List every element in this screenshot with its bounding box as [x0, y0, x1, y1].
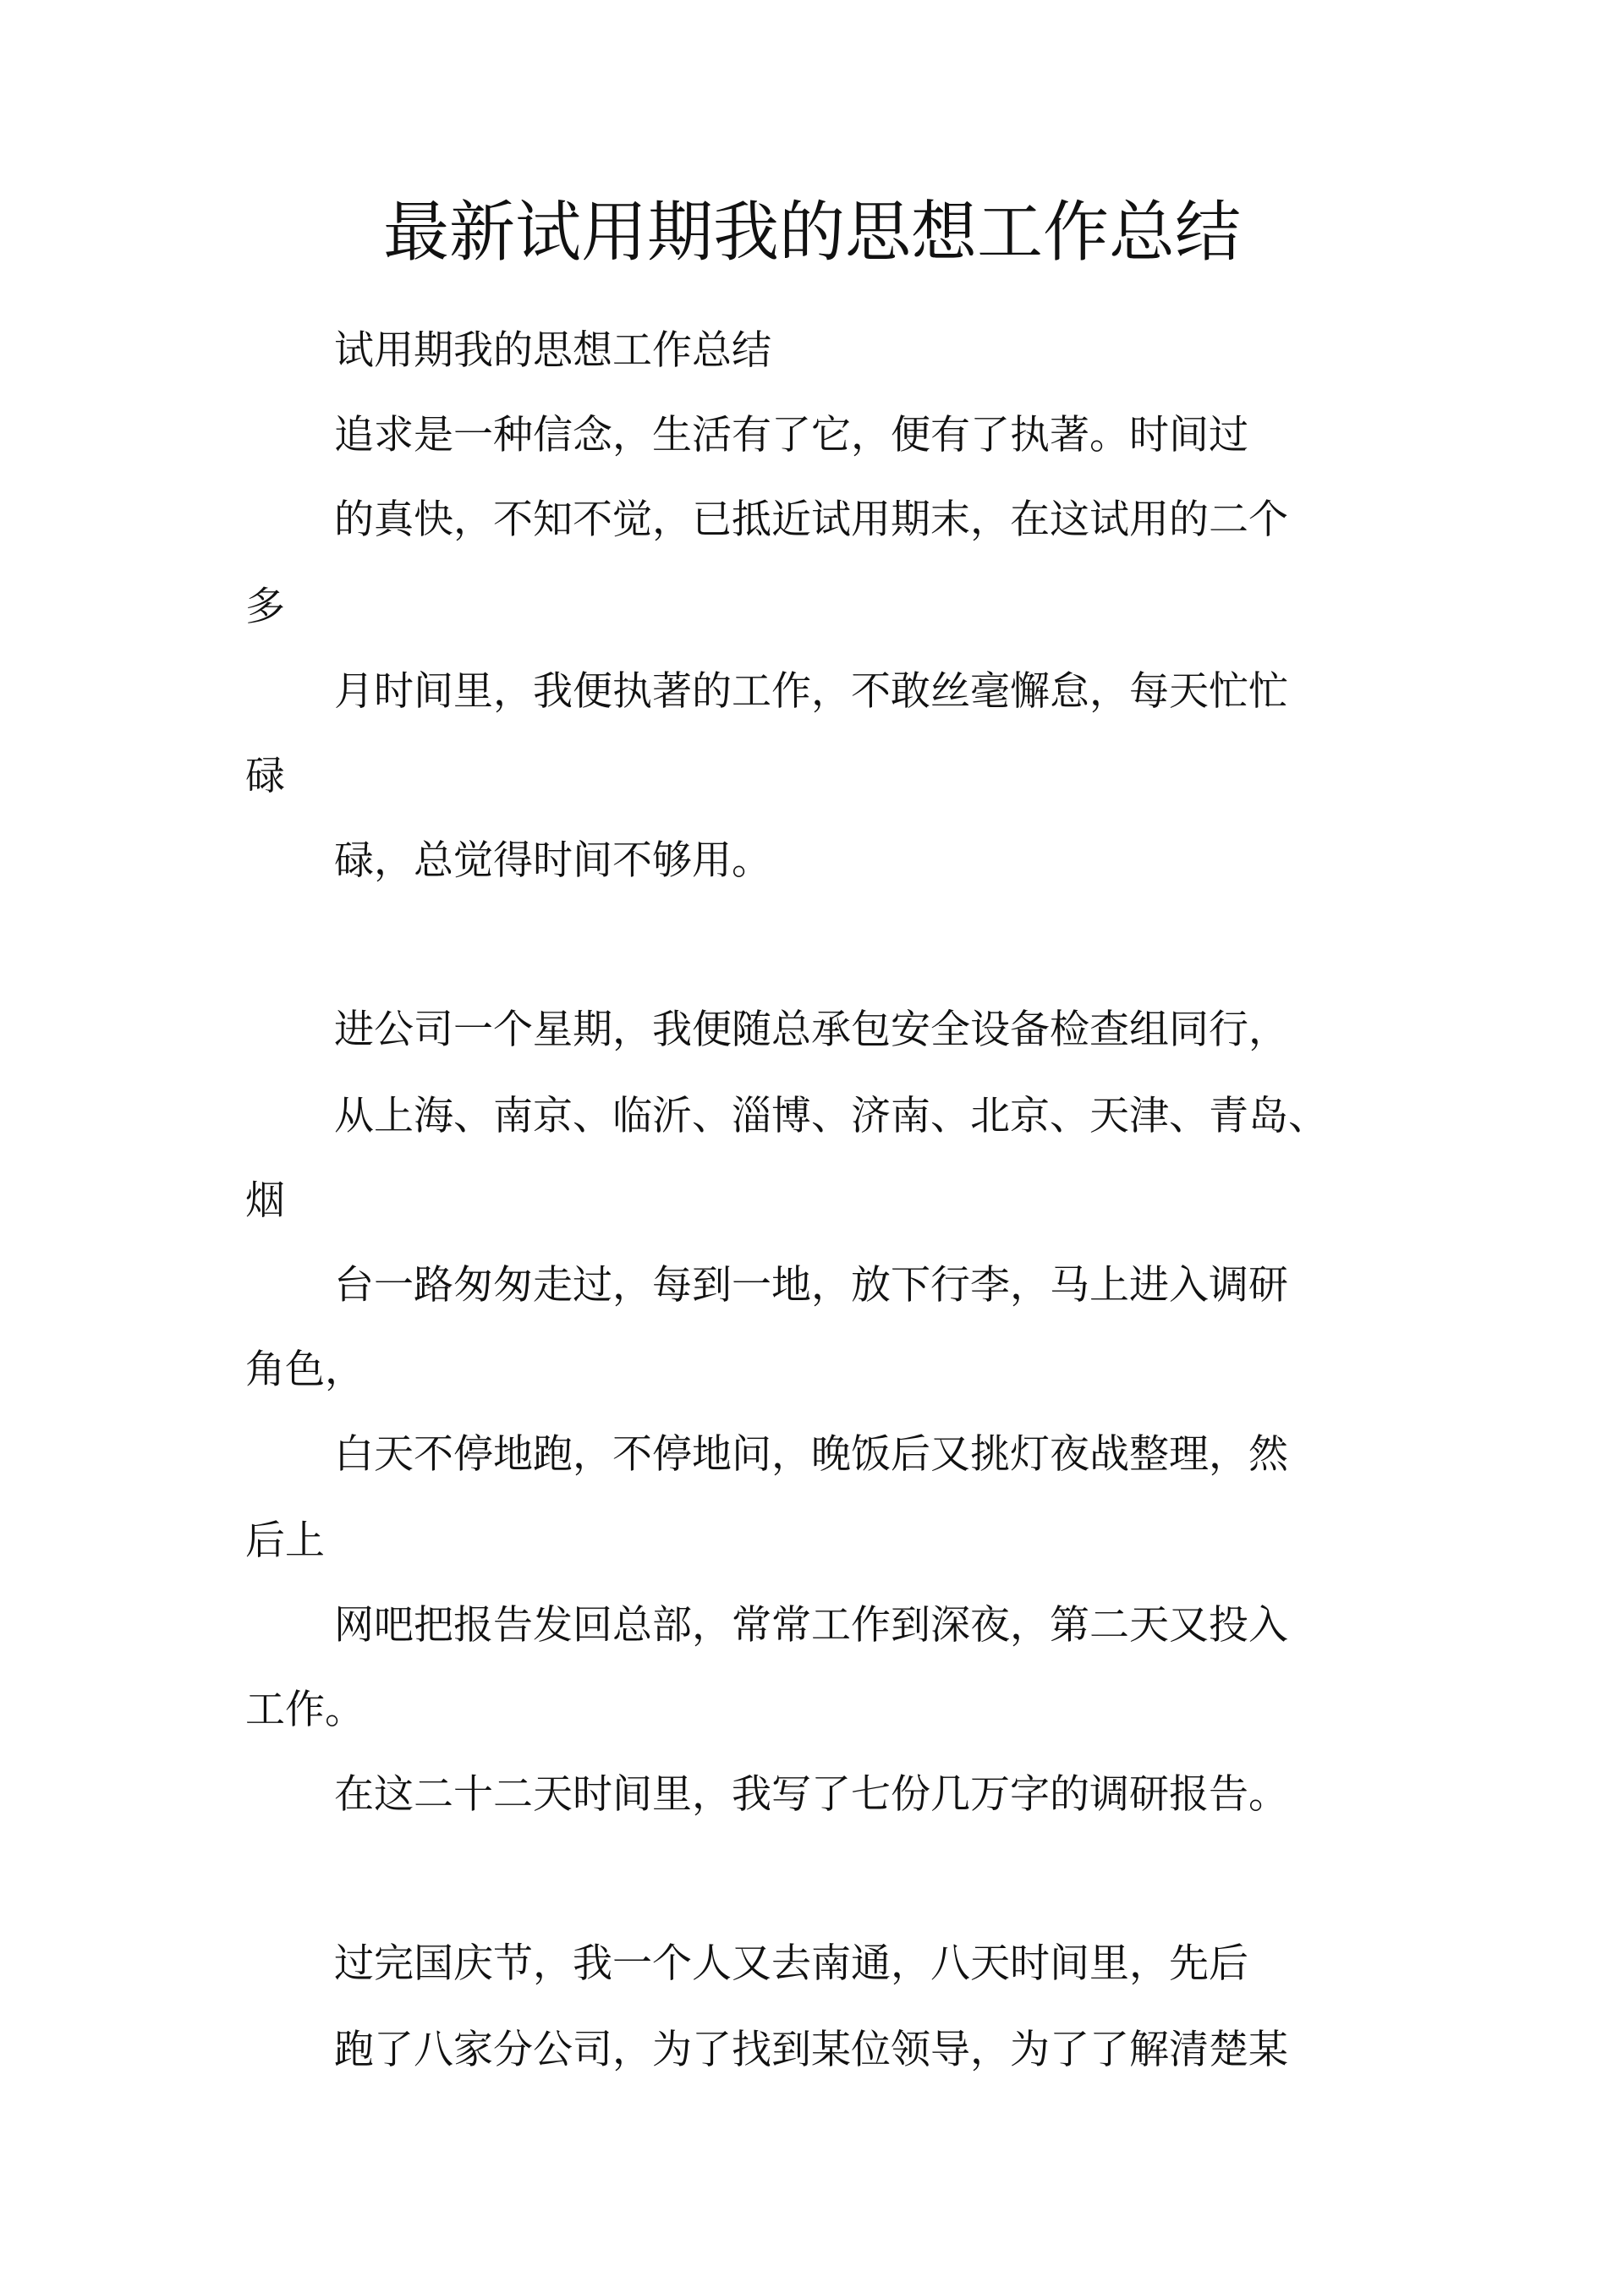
text-line: 在这二十二天时间里，我写了七份几万字的调研报告。	[334, 1771, 1288, 1818]
text-line: 的真快，不知不觉，已抵近试用期末，在这试用的二个	[334, 497, 1288, 543]
document-title: 最新试用期我的思想工作总结	[382, 195, 1241, 271]
text-line: 进公司一个星期，我便随总承包安全设备检查组同行，	[334, 1007, 1288, 1053]
text-line: 后上	[245, 1517, 325, 1564]
text-line: 台一路匆匆走过，每到一地，放下行李，马上进入调研	[334, 1262, 1288, 1309]
text-line: 碌	[245, 753, 285, 799]
text-line: 工作。	[245, 1687, 365, 1733]
text-line: 角色，	[245, 1347, 365, 1393]
text-line: 追求是一种信念，生活有了它，便有了执著。时间过	[334, 412, 1248, 458]
text-line: 试用期我的思想工作总结	[334, 327, 771, 374]
text-line: 多	[245, 584, 285, 630]
text-line: 过完国庆节，我一个人又去南通，八天时间里，先后	[334, 1940, 1248, 1987]
text-line: 从上海、南京、临沂、淄博、济南、北京、天津、青岛、	[334, 1093, 1328, 1139]
text-line: 网吧把报告发回总部，常常工作到深夜，第二天又投入	[334, 1602, 1288, 1649]
text-line: 烟	[245, 1177, 285, 1224]
text-line: 跑了八家分公司，为了找到某位领导，为了了解清楚某	[334, 2027, 1288, 2073]
text-line: 碌，总觉得时间不够用。	[334, 837, 771, 884]
text-line: 白天不停地跑，不停地问，晚饭后又挑灯夜战整理，然	[334, 1431, 1288, 1478]
text-line: 月时间里，我便执著的工作，不敢丝毫懈怠，每天忙忙	[334, 668, 1288, 715]
